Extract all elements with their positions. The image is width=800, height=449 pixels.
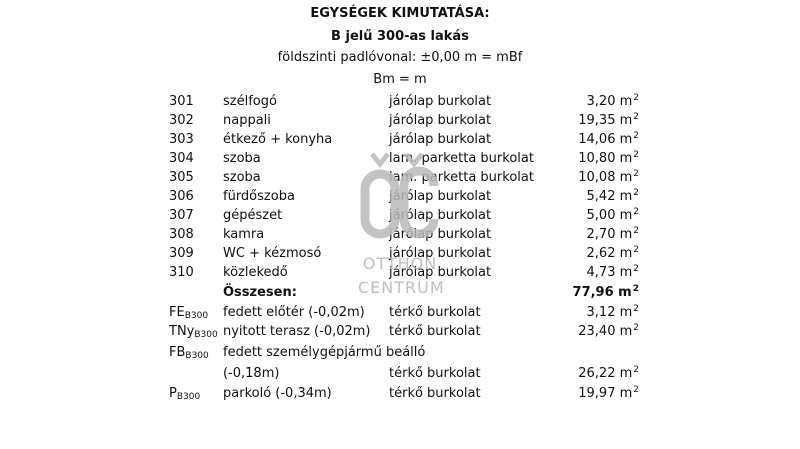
outdoor-row <box>0 321 800 343</box>
room-floor: járólap burkolat <box>389 94 492 109</box>
watermark-line2: CENTRUM <box>358 278 445 297</box>
total-label: Összesen: <box>223 285 297 300</box>
room-row <box>0 262 800 284</box>
room-number: 305 <box>169 170 194 185</box>
room-area: 5,00 $m^2$ <box>586 207 639 223</box>
room-name: nappali <box>223 113 271 128</box>
room-area: 19,35 $m^2$ <box>578 112 639 128</box>
room-number: 309 <box>169 246 194 261</box>
outdoor-area: 19,97 $m^2$ <box>578 385 639 401</box>
room-number: 306 <box>169 189 194 204</box>
watermark-line1: OTTHON <box>362 254 438 273</box>
room-floor: járólap burkolat <box>389 227 492 242</box>
room-area: 10,08 $m^2$ <box>578 169 639 185</box>
floor-level-line: földszinti padlóvonal: ±0,00 m = mBf <box>277 50 523 65</box>
room-name: szélfogó <box>223 94 277 109</box>
outdoor-row <box>0 363 800 385</box>
room-name: WC + kézmosó <box>223 246 322 261</box>
room-floor: lam. parketta burkolat <box>389 151 534 166</box>
room-number: 302 <box>169 113 194 128</box>
outdoor-desc: fedett személygépjármű beálló <box>223 345 426 360</box>
outdoor-row <box>0 342 800 364</box>
outdoor-code: TNy$_{B300}$ <box>169 324 218 340</box>
room-number: 301 <box>169 94 194 109</box>
outdoor-floor: térkő burkolat <box>389 305 481 320</box>
total-row <box>0 282 800 304</box>
outdoor-area: 3,12 $m^2$ <box>586 304 639 320</box>
outdoor-area: 23,40 $m^2$ <box>578 323 639 339</box>
outdoor-code: $FB_{B300}$ <box>169 345 209 361</box>
outdoor-desc: parkoló (-0,34m) <box>223 386 332 401</box>
apartment-subtitle: B jelű 300-as lakás <box>331 29 469 44</box>
room-number: 310 <box>169 265 194 280</box>
room-area: 10,80 $m^2$ <box>578 150 639 166</box>
room-name: közlekedő <box>223 265 288 280</box>
outdoor-code: $P_{B300}$ <box>169 386 201 402</box>
room-floor: járólap burkolat <box>389 132 492 147</box>
room-area: 2,62 $m^2$ <box>586 245 639 261</box>
document-title: EGYSÉGEK KIMUTATÁSA: <box>310 6 490 21</box>
outdoor-desc: nyitott terasz (-0,02m) <box>223 324 371 339</box>
room-name: szoba <box>223 170 261 185</box>
outdoor-row <box>0 383 800 405</box>
room-floor: járólap burkolat <box>389 246 492 261</box>
room-floor: járólap burkolat <box>389 265 492 280</box>
room-name: fürdőszoba <box>223 189 295 204</box>
outdoor-code: $FE_{B300}$ <box>169 305 209 321</box>
room-area: 2,70 $m^2$ <box>586 226 639 242</box>
room-name: szoba <box>223 151 261 166</box>
outdoor-area: 26,22 $m^2$ <box>578 365 639 381</box>
room-floor: lam. parketta burkolat <box>389 170 534 185</box>
room-area: 3,20 $m^2$ <box>586 93 639 109</box>
room-area: 4,73 $m^2$ <box>586 264 639 280</box>
room-number: 308 <box>169 227 194 242</box>
room-name: gépészet <box>223 208 283 223</box>
outdoor-desc: (-0,18m) <box>223 366 280 381</box>
room-number: 304 <box>169 151 194 166</box>
room-area: 5,42 $m^2$ <box>586 188 639 204</box>
outdoor-desc: fedett előtér (-0,02m) <box>223 305 365 320</box>
outdoor-floor: térkő burkolat <box>389 324 481 339</box>
room-floor: járólap burkolat <box>389 189 492 204</box>
room-number: 303 <box>169 132 194 147</box>
room-number: 307 <box>169 208 194 223</box>
room-name: kamra <box>223 227 265 242</box>
room-area: 14,06 $m^2$ <box>578 131 639 147</box>
outdoor-floor: térkő burkolat <box>389 366 481 381</box>
room-name: étkező + konyha <box>223 132 333 147</box>
outdoor-floor: térkő burkolat <box>389 386 481 401</box>
room-floor: járólap burkolat <box>389 113 492 128</box>
room-floor: járólap burkolat <box>389 208 492 223</box>
total-area: 77,96 $m^2$ <box>572 284 639 300</box>
bm-line: Bm = m <box>373 72 427 87</box>
